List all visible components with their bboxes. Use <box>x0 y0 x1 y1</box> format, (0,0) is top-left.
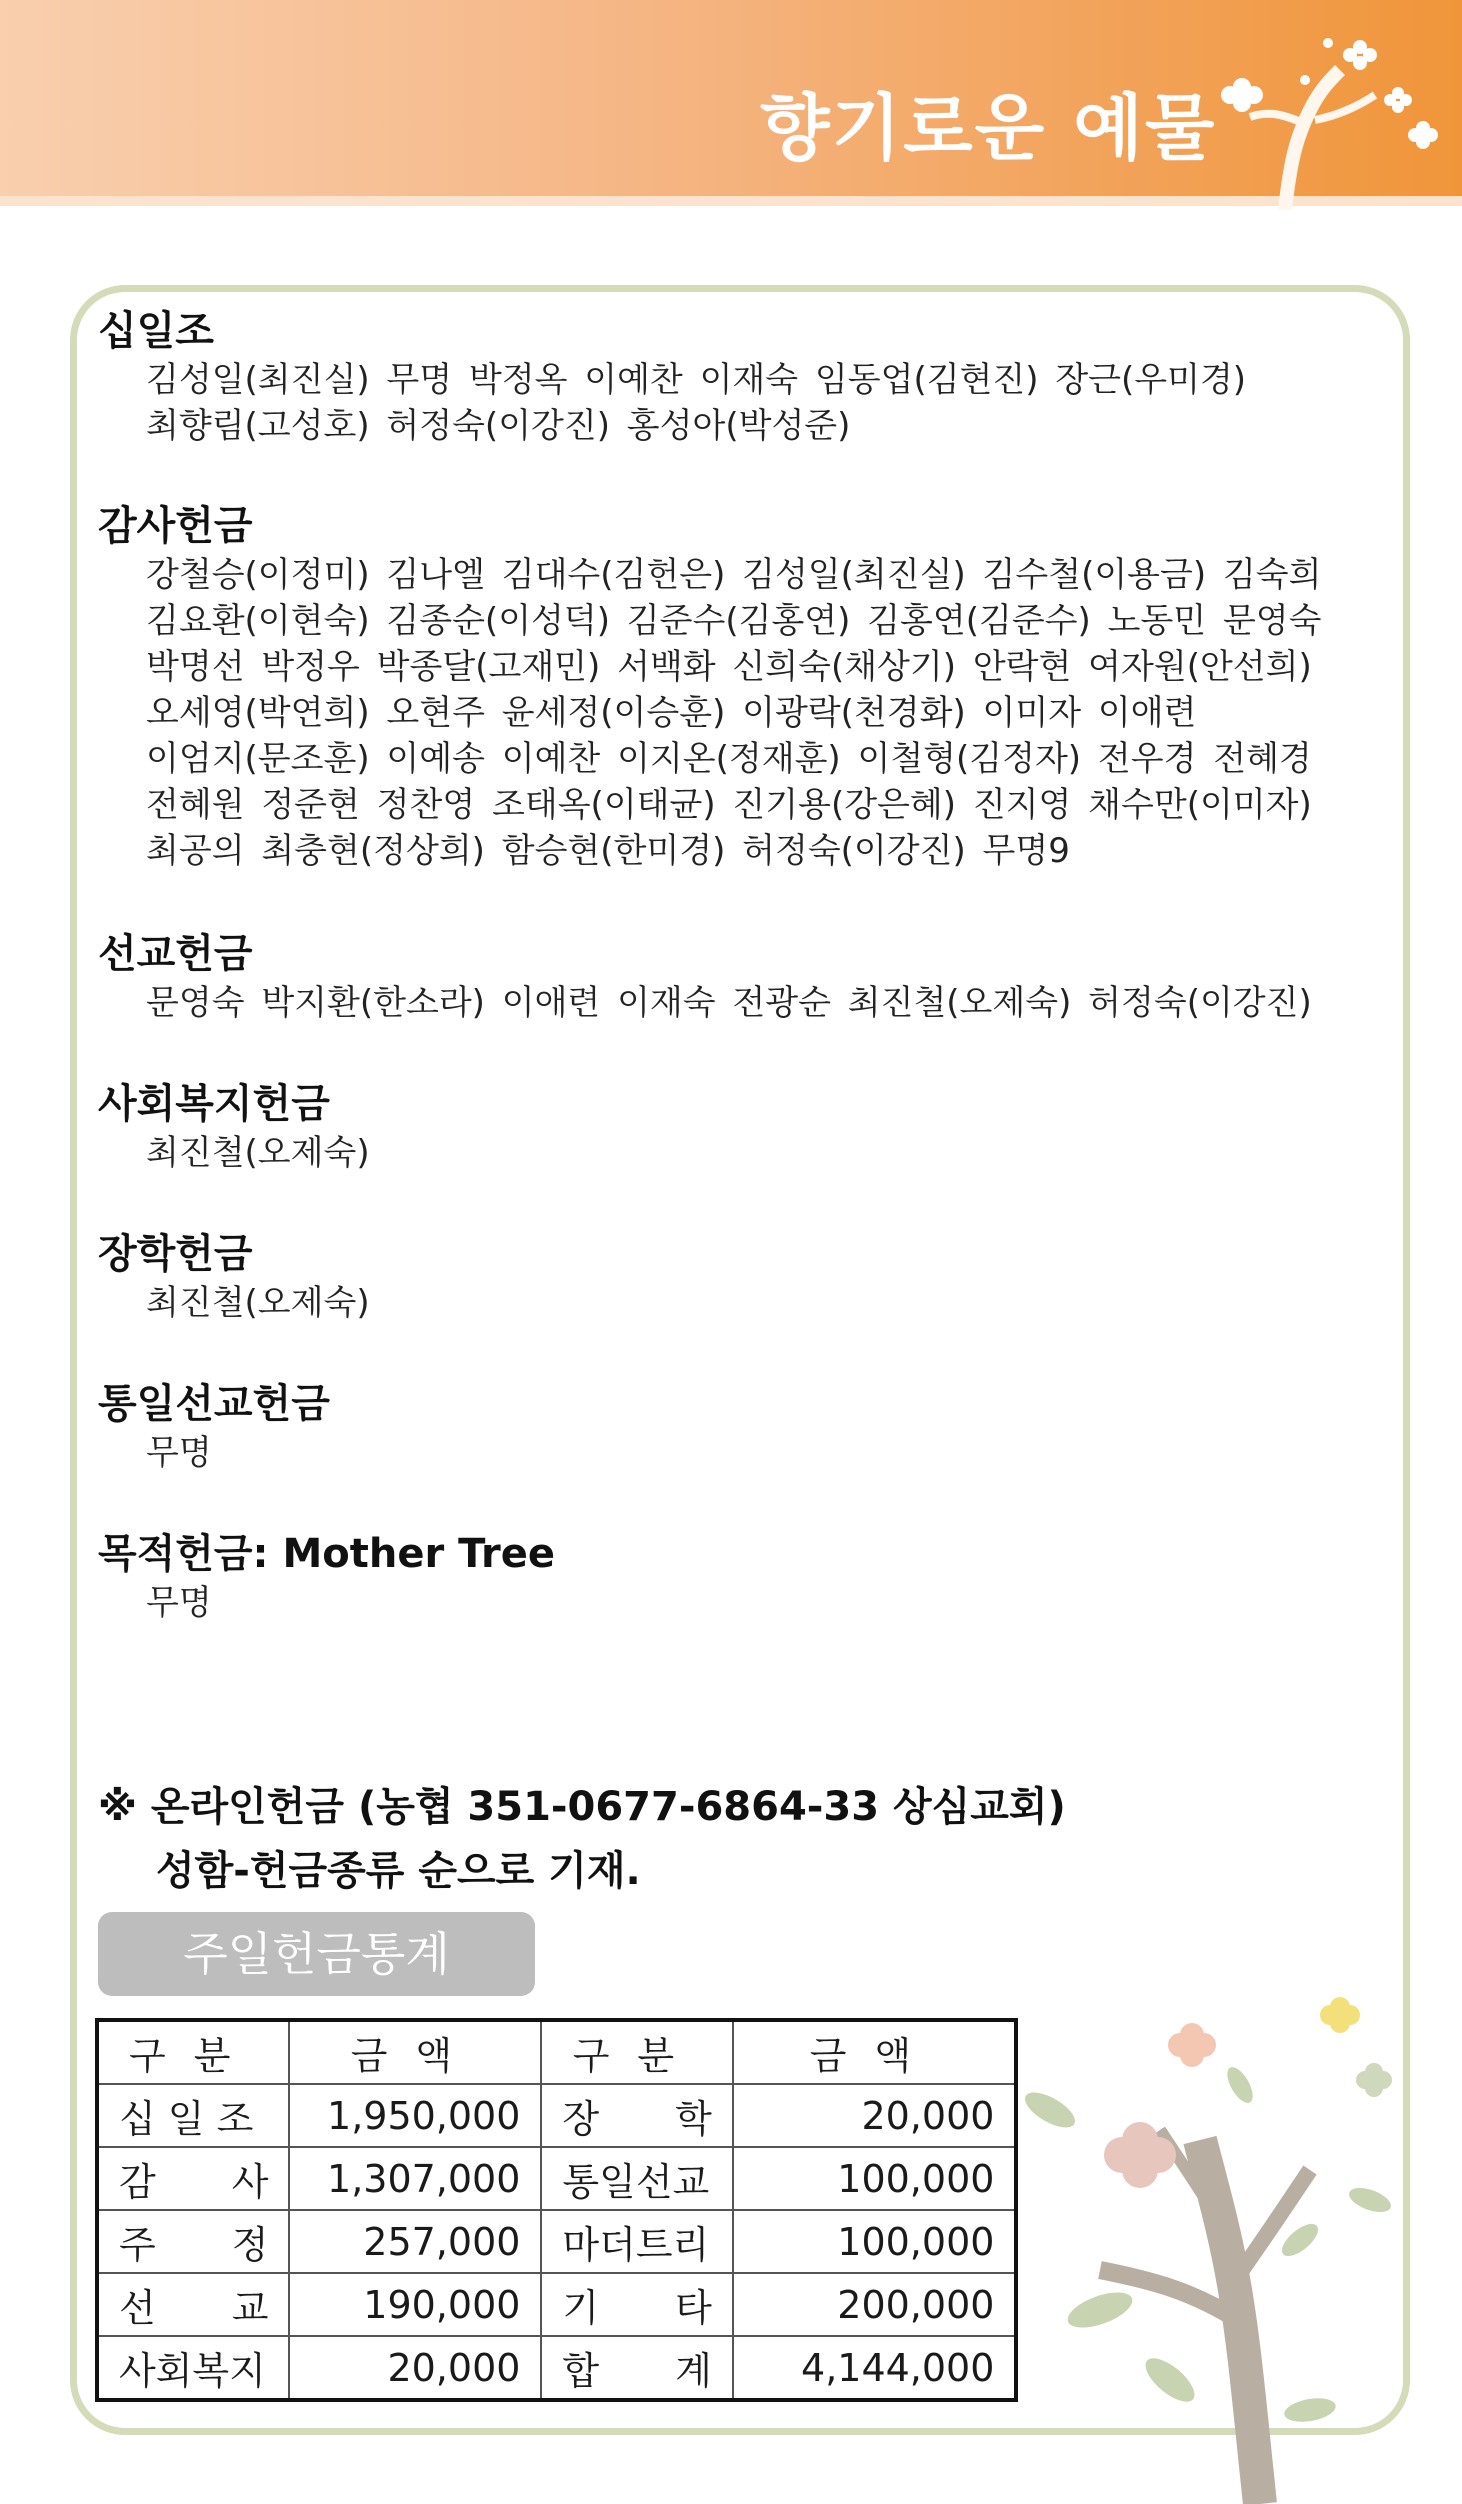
section-names <box>98 357 1368 449</box>
section-title: 장학헌금 <box>98 1231 253 1277</box>
table-row <box>97 2273 1016 2336</box>
amount-cell: 200,000 <box>733 2273 1016 2336</box>
names-line: 김성일(최진실) 무명 박정옥 이예찬 이재숙 임동업(김현진) 장근(우미경) <box>146 360 1247 400</box>
column-header: 구분 <box>541 2020 733 2084</box>
section-scholarship <box>98 1228 1368 1326</box>
stats-label: 주일헌금통계 <box>98 1912 535 1996</box>
section-unification <box>98 1378 1368 1476</box>
section-names <box>98 1130 1368 1176</box>
section-tithe <box>98 305 1368 449</box>
section-welfare <box>98 1078 1368 1176</box>
category-cell: 마더트리 <box>541 2210 733 2273</box>
section-names <box>98 1430 1368 1476</box>
table-row <box>97 2147 1016 2210</box>
names-line: 김요환(이현숙) 김종순(이성덕) 김준수(김홍연) 김홍연(김준수) 노동민 문영숙 <box>146 601 1322 641</box>
online-offering-notice <box>98 1775 1298 1903</box>
amount-cell: 1,307,000 <box>289 2147 541 2210</box>
names-line: 박명선 박정우 박종달(고재민) 서백화 신희숙(채상기) 안락현 여자원(안선희) <box>146 647 1312 687</box>
category-cell: 기 타 <box>541 2273 733 2336</box>
section-title: 선교헌금 <box>98 931 253 977</box>
table-row <box>97 2336 1016 2400</box>
names-line: 최공의 최충현(정상희) 함승현(한미경) 허정숙(이강진) 무명9 <box>146 831 1070 871</box>
notice-line: ※ 온라인헌금 (농협 351-0677-6864-33 상심교회) <box>98 1784 1066 1830</box>
section-purpose <box>98 1528 1368 1626</box>
column-header: 금액 <box>289 2020 541 2084</box>
names-line: 최향림(고성호) 허정숙(이강진) 홍성아(박성준) <box>146 406 851 446</box>
section-names <box>98 1580 1368 1626</box>
section-names <box>98 980 1368 1026</box>
names-line: 오세영(박연희) 오현주 윤세정(이승훈) 이광락(천경화) 이미자 이애련 <box>146 693 1197 733</box>
table-row <box>97 2210 1016 2273</box>
category-cell: 합 계 <box>541 2336 733 2400</box>
section-names <box>98 1280 1368 1326</box>
names-line: 무명 <box>146 1433 212 1473</box>
names-line: 전혜원 정준현 정찬영 조태옥(이태균) 진기용(강은혜) 진지영 채수만(이미자) <box>146 785 1312 825</box>
category-cell: 장 학 <box>541 2084 733 2147</box>
names-line: 이엄지(문조훈) 이예송 이예찬 이지온(정재훈) 이철형(김정자) 전우경 전혜경 <box>146 739 1312 779</box>
amount-cell: 100,000 <box>733 2210 1016 2273</box>
section-title: 감사헌금 <box>98 503 253 549</box>
names-line: 강철승(이정미) 김나엘 김대수(김헌은) 김성일(최진실) 김수철(이용금) 김숙희 <box>146 555 1322 595</box>
section-title: 통일선교헌금 <box>98 1381 330 1427</box>
table-row <box>97 2084 1016 2147</box>
amount-cell: 257,000 <box>289 2210 541 2273</box>
category-cell: 사회복지 <box>97 2336 289 2400</box>
page-title: 향기로운 예물 <box>760 86 1217 170</box>
notice-line: 성함-헌금종류 순으로 기재. <box>156 1848 641 1894</box>
section-thanks <box>98 500 1368 874</box>
section-mission <box>98 928 1368 1026</box>
amount-cell: 100,000 <box>733 2147 1016 2210</box>
weekly-offering-stats-table <box>95 2018 1018 2402</box>
tree-illustration <box>1010 1990 1462 2504</box>
names-line: 문영숙 박지환(한소라) 이애련 이재숙 전광순 최진철(오제숙) 허정숙(이강진) <box>146 983 1312 1023</box>
column-header: 금액 <box>733 2020 1016 2084</box>
amount-cell: 4,144,000 <box>733 2336 1016 2400</box>
amount-cell: 20,000 <box>289 2336 541 2400</box>
names-line: 최진철(오제숙) <box>146 1133 370 1173</box>
category-cell: 주 정 <box>97 2210 289 2273</box>
amount-cell: 190,000 <box>289 2273 541 2336</box>
amount-cell: 20,000 <box>733 2084 1016 2147</box>
table-header-row <box>97 2020 1016 2084</box>
category-cell: 선 교 <box>97 2273 289 2336</box>
category-cell: 통일선교 <box>541 2147 733 2210</box>
category-cell: 십 일 조 <box>97 2084 289 2147</box>
section-title: 십일조 <box>98 308 214 354</box>
amount-cell: 1,950,000 <box>289 2084 541 2147</box>
category-cell: 감 사 <box>97 2147 289 2210</box>
tree-icon <box>1190 25 1440 210</box>
section-title: 사회복지헌금 <box>98 1081 330 1127</box>
names-line: 최진철(오제숙) <box>146 1283 370 1323</box>
names-line: 무명 <box>146 1583 212 1623</box>
section-title: 목적헌금: Mother Tree <box>98 1531 556 1577</box>
section-names <box>98 552 1368 874</box>
column-header: 구분 <box>97 2020 289 2084</box>
